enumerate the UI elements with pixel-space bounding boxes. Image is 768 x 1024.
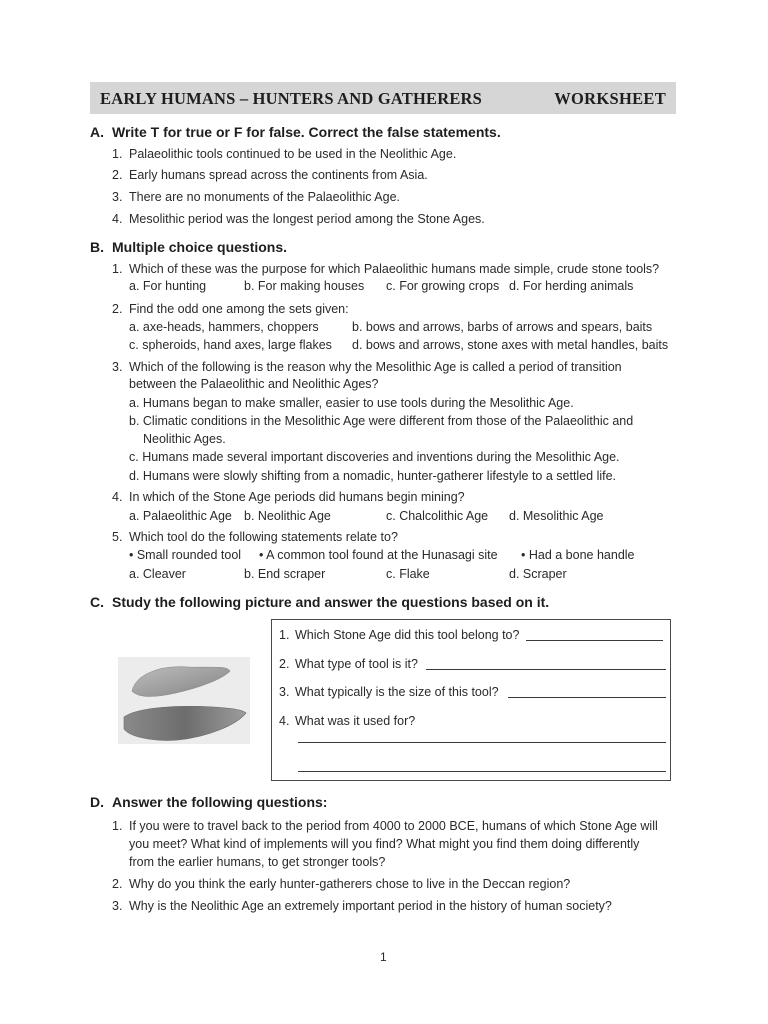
a-item-4: Mesolithic period was the longest period among the Stone Ages.: [129, 212, 485, 226]
b-q4-option-b: b. Neolithic Age: [244, 509, 331, 523]
b-q2-text: Find the odd one among the sets given:: [129, 302, 349, 316]
b-q2-option-a: a. axe-heads, hammers, choppers: [129, 320, 319, 334]
d-q1-line1: If you were to travel back to the period from 4000 to 2000 BCE, humans of which Stone Age will: [129, 819, 658, 833]
picture-questions-box: [271, 619, 671, 781]
c-item-number: 2.: [279, 657, 290, 671]
section-b-letter: B.: [90, 239, 104, 255]
a-item-number: 1.: [112, 147, 123, 161]
d-q2: Why do you think the early hunter-gatherers chose to live in the Deccan region?: [129, 877, 571, 891]
a-item-number: 4.: [112, 212, 123, 226]
b-q5-statement-3: • Had a bone handle: [521, 548, 635, 562]
c-question-1: Which Stone Age did this tool belong to?: [295, 628, 520, 642]
b-q5-option-c: c. Flake: [386, 567, 430, 581]
section-c-letter: C.: [90, 594, 104, 610]
c-item-number: 4.: [279, 714, 290, 728]
b-q1-option-a: a. For hunting: [129, 279, 207, 293]
b-q2-option-c: c. spheroids, hand axes, large flakes: [129, 338, 332, 352]
stone-tool-photo: [118, 657, 250, 744]
b-q4-option-c: c. Chalcolithic Age: [386, 509, 489, 523]
b-q4-option-a: a. Palaeolithic Age: [129, 509, 232, 523]
c-question-4: What was it used for?: [295, 714, 416, 728]
b-q1-option-d: d. For herding animals: [509, 279, 634, 293]
b-q4-text: In which of the Stone Age periods did humans begin mining?: [129, 490, 465, 504]
a-item-3: There are no monuments of the Palaeolithic Age.: [129, 190, 400, 204]
answer-line[interactable]: [298, 742, 666, 743]
answer-line[interactable]: [426, 669, 666, 670]
section-a-letter: A.: [90, 124, 104, 140]
worksheet-label: WORKSHEET: [554, 89, 666, 108]
a-item-number: 2.: [112, 168, 123, 182]
d-item-number: 1.: [112, 819, 123, 833]
a-item-2: Early humans spread across the continents from Asia.: [129, 168, 428, 182]
answer-line[interactable]: [508, 697, 666, 698]
b-q5-statement-1: • Small rounded tool: [129, 548, 242, 562]
b-q5-text: Which tool do the following statements relate to?: [129, 530, 398, 544]
d-q1-line2: you meet? What kind of implements will you find? What might you find them doing differently: [129, 837, 640, 851]
c-question-2: What type of tool is it?: [295, 657, 418, 671]
b-q3-option-b: b. Climatic conditions in the Mesolithic Age were different from those of the Palaeolithic and: [129, 414, 634, 428]
section-c-heading: Study the following picture and answer the questions based on it.: [112, 594, 550, 610]
b-q2-option-d: d. bows and arrows, stone axes with metal handles, baits: [352, 338, 669, 352]
answer-line[interactable]: [526, 640, 663, 641]
b-q3-option-d: d. Humans were slowly shifting from a nomadic, hunter-gatherer lifestyle to a settled life.: [129, 469, 617, 483]
a-item-number: 3.: [112, 190, 123, 204]
c-question-3: What typically is the size of this tool?: [295, 685, 499, 699]
answer-line[interactable]: [298, 771, 666, 772]
b-q5-option-a: a. Cleaver: [129, 567, 186, 581]
b-q3-text-line1: Which of the following is the reason why the Mesolithic Age is called a period of transition: [129, 360, 622, 374]
b-q5-statement-2: • A common tool found at the Hunasagi site: [259, 548, 498, 562]
d-item-number: 2.: [112, 877, 123, 891]
c-item-number: 1.: [279, 628, 290, 642]
b-item-number: 2.: [112, 302, 123, 316]
section-d-letter: D.: [90, 794, 104, 810]
title-bar: [90, 82, 676, 114]
worksheet-title: EARLY HUMANS – HUNTERS AND GATHERERS: [100, 89, 483, 108]
a-item-1: Palaeolithic tools continued to be used in the Neolithic Age.: [129, 147, 457, 161]
b-q3-text-line2: between the Palaeolithic and Neolithic Ages?: [129, 377, 379, 391]
b-item-number: 3.: [112, 360, 123, 374]
b-q1-option-c: c. For growing crops: [386, 279, 500, 293]
stone-tool-illustration: [118, 657, 250, 744]
b-q1-text: Which of these was the purpose for which Palaeolithic humans made simple, crude stone tools?: [129, 262, 660, 276]
b-q4-option-d: d. Mesolithic Age: [509, 509, 604, 523]
b-q3-option-a: a. Humans began to make smaller, easier to use tools during the Mesolithic Age.: [129, 396, 574, 410]
b-item-number: 4.: [112, 490, 123, 504]
b-q3-option-b-cont: Neolithic Ages.: [143, 432, 226, 446]
b-q2-option-b: b. bows and arrows, barbs of arrows and spears, baits: [352, 320, 653, 334]
page-number: 1: [380, 950, 387, 964]
b-item-number: 5.: [112, 530, 123, 544]
d-item-number: 3.: [112, 899, 123, 913]
b-q5-option-b: b. End scraper: [244, 567, 326, 581]
section-b-heading: Multiple choice questions.: [112, 239, 288, 255]
b-item-number: 1.: [112, 262, 123, 276]
b-q1-option-b: b. For making houses: [244, 279, 365, 293]
section-d-heading: Answer the following questions:: [112, 794, 328, 810]
d-q3: Why is the Neolithic Age an extremely important period in the history of human society?: [129, 899, 612, 913]
d-q1-line3: from the earlier humans, to get stronger tools?: [129, 855, 386, 869]
section-a-heading: Write T for true or F for false. Correct the false statements.: [112, 124, 501, 140]
b-q3-option-c: c. Humans made several important discoveries and inventions during the Mesolithic Age.: [129, 450, 620, 464]
c-item-number: 3.: [279, 685, 290, 699]
b-q5-option-d: d. Scraper: [509, 567, 567, 581]
